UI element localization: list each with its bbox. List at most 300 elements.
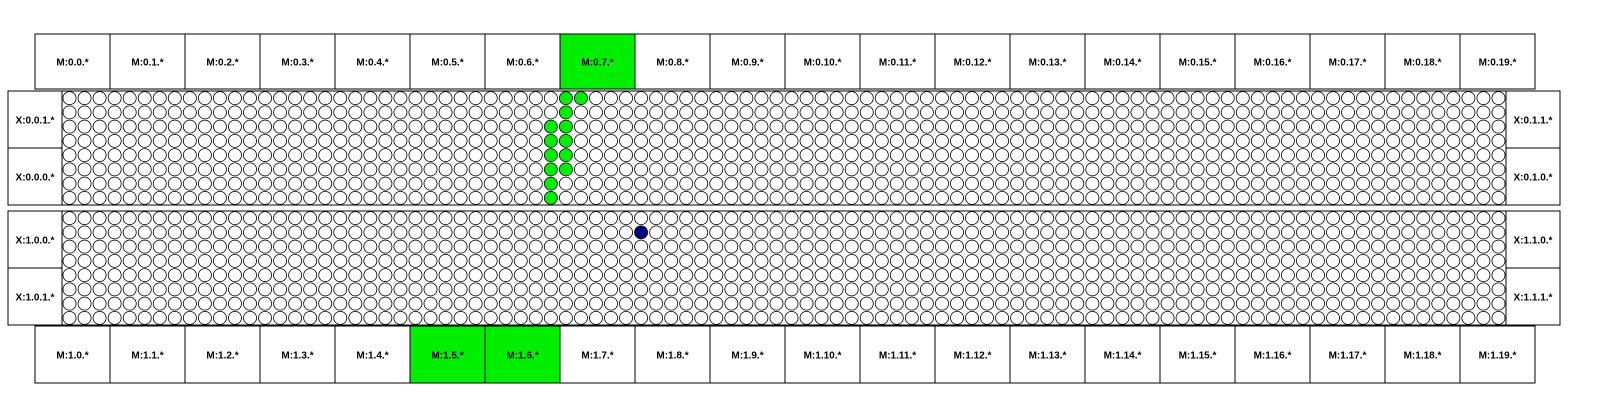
grid-node (1221, 134, 1234, 147)
grid-node (1056, 226, 1069, 239)
grid-node (1342, 191, 1355, 204)
grid-node (1236, 212, 1249, 225)
grid-node (1387, 254, 1400, 267)
grid-node (981, 149, 994, 162)
grid-node (364, 283, 377, 296)
grid-node (1342, 269, 1355, 282)
grid-node (334, 177, 347, 190)
memory-cell-label: M:0.17.* (1328, 57, 1367, 69)
grid-node (499, 254, 512, 267)
grid-node (499, 269, 512, 282)
grid-node (409, 92, 422, 105)
grid-node (875, 134, 888, 147)
bottom-memory-bank (35, 326, 1535, 383)
grid-node (1447, 240, 1460, 253)
grid-node (770, 106, 783, 119)
grid-node (1131, 226, 1144, 239)
grid-node (680, 163, 693, 176)
grid-node (274, 212, 287, 225)
grid-node (1071, 120, 1084, 133)
grid-node (1492, 177, 1505, 190)
grid-node (695, 212, 708, 225)
grid-node (1116, 297, 1129, 310)
grid-node (63, 226, 76, 239)
grid-node (1131, 212, 1144, 225)
grid-node (1116, 226, 1129, 239)
grid-node (1477, 226, 1490, 239)
grid-node (424, 191, 437, 204)
grid-node (123, 311, 136, 324)
memory-cell-M-1-19 (1460, 326, 1535, 383)
grid-node (304, 177, 317, 190)
grid-node (304, 226, 317, 239)
grid-node (1131, 254, 1144, 267)
grid-node (1477, 269, 1490, 282)
grid-node (213, 226, 226, 239)
grid-node (1432, 297, 1445, 310)
grid-node (935, 283, 948, 296)
memory-cell-label: M:1.13.* (1028, 350, 1067, 362)
grid-node (183, 212, 196, 225)
highlighted-node (559, 120, 572, 133)
grid-node (1236, 120, 1249, 133)
grid-node (168, 134, 181, 147)
grid-node (1101, 134, 1114, 147)
grid-node (484, 283, 497, 296)
grid-node (1462, 149, 1475, 162)
grid-node (213, 106, 226, 119)
grid-node (920, 191, 933, 204)
grid-node (1011, 297, 1024, 310)
grid-node (1447, 269, 1460, 282)
grid-node (78, 254, 91, 267)
grid-node (755, 226, 768, 239)
grid-node (1477, 120, 1490, 133)
grid-node (875, 106, 888, 119)
grid-node (243, 149, 256, 162)
grid-node (1221, 240, 1234, 253)
grid-node (334, 226, 347, 239)
grid-node (604, 283, 617, 296)
grid-node (1161, 120, 1174, 133)
grid-node (665, 149, 678, 162)
grid-node (559, 191, 572, 204)
grid-node (1402, 120, 1415, 133)
grid-node (1447, 177, 1460, 190)
grid-node (1281, 134, 1294, 147)
grid-node (635, 269, 648, 282)
grid-node (1236, 177, 1249, 190)
grid-node (259, 226, 272, 239)
grid-node (965, 177, 978, 190)
grid-node (454, 254, 467, 267)
grid-node (935, 163, 948, 176)
grid-node (1266, 212, 1279, 225)
highlighted-node (544, 163, 557, 176)
grid-node (650, 226, 663, 239)
grid-node (845, 149, 858, 162)
grid-node (1492, 311, 1505, 324)
grid-node (123, 92, 136, 105)
grid-node (785, 149, 798, 162)
grid-node (1221, 120, 1234, 133)
grid-node (1311, 240, 1324, 253)
grid-node (695, 240, 708, 253)
grid-node (620, 191, 633, 204)
grid-node (424, 149, 437, 162)
grid-node (1056, 106, 1069, 119)
grid-node (860, 269, 873, 282)
grid-node (138, 226, 151, 239)
grid-node (996, 269, 1009, 282)
grid-node (1402, 254, 1415, 267)
grid-node (1086, 269, 1099, 282)
grid-node (800, 120, 813, 133)
grid-node (334, 254, 347, 267)
grid-node (920, 120, 933, 133)
grid-node (830, 212, 843, 225)
grid-node (574, 120, 587, 133)
grid-node (228, 163, 241, 176)
grid-node (454, 106, 467, 119)
grid-node (259, 106, 272, 119)
grid-node (1326, 191, 1339, 204)
grid-node (1462, 120, 1475, 133)
grid-node (620, 92, 633, 105)
grid-node (1056, 269, 1069, 282)
grid-node (108, 297, 121, 310)
crossbar-label-box (8, 268, 62, 325)
grid-node (1387, 149, 1400, 162)
grid-node (63, 163, 76, 176)
grid-node (905, 240, 918, 253)
grid-node (529, 269, 542, 282)
grid-node (830, 254, 843, 267)
grid-node (1236, 149, 1249, 162)
grid-node (710, 92, 723, 105)
memory-cell-label: M:1.9.* (731, 350, 764, 362)
memory-cell-M-1-6 (485, 326, 560, 383)
grid-node (1447, 226, 1460, 239)
grid-node (183, 226, 196, 239)
grid-node (1447, 283, 1460, 296)
grid-node (1056, 283, 1069, 296)
grid-node (1296, 149, 1309, 162)
grid-node (785, 134, 798, 147)
grid-node (319, 92, 332, 105)
grid-node (409, 134, 422, 147)
grid-node (710, 134, 723, 147)
grid-node (935, 120, 948, 133)
grid-node (996, 283, 1009, 296)
grid-node (394, 149, 407, 162)
grid-node (1402, 212, 1415, 225)
grid-node (950, 92, 963, 105)
grid-node (860, 297, 873, 310)
grid-node (935, 311, 948, 324)
grid-node (1206, 120, 1219, 133)
grid-node (875, 283, 888, 296)
grid-node (364, 149, 377, 162)
grid-node (559, 212, 572, 225)
grid-node (499, 240, 512, 253)
grid-node (710, 311, 723, 324)
grid-node (1266, 269, 1279, 282)
grid-node (198, 106, 211, 119)
grid-node (108, 254, 121, 267)
memory-cell-label: M:0.10.* (803, 57, 842, 69)
grid-node (1131, 240, 1144, 253)
marker-node (635, 226, 648, 239)
grid-node (860, 177, 873, 190)
grid-node (153, 149, 166, 162)
grid-node (1462, 240, 1475, 253)
grid-node (274, 163, 287, 176)
grid-node (800, 149, 813, 162)
grid-node (635, 92, 648, 105)
grid-node (108, 134, 121, 147)
grid-node (439, 226, 452, 239)
grid-node (319, 311, 332, 324)
grid-node (1206, 226, 1219, 239)
grid-node (484, 240, 497, 253)
grid-node (228, 226, 241, 239)
grid-node (1161, 134, 1174, 147)
grid-node (755, 149, 768, 162)
grid-node (319, 283, 332, 296)
grid-node (845, 106, 858, 119)
grid-node (1146, 191, 1159, 204)
grid-node (499, 226, 512, 239)
grid-node (1251, 120, 1264, 133)
grid-node (499, 134, 512, 147)
grid-node (213, 92, 226, 105)
grid-node (905, 226, 918, 239)
grid-node (1011, 134, 1024, 147)
grid-node (544, 297, 557, 310)
grid-node (1026, 106, 1039, 119)
grid-node (1447, 191, 1460, 204)
grid-node (710, 254, 723, 267)
grid-node (845, 191, 858, 204)
grid-node (1236, 92, 1249, 105)
grid-node (830, 283, 843, 296)
grid-node (1492, 212, 1505, 225)
grid-node (965, 311, 978, 324)
grid-node (138, 177, 151, 190)
grid-node (529, 311, 542, 324)
grid-node (920, 269, 933, 282)
grid-node (394, 134, 407, 147)
grid-node (138, 311, 151, 324)
grid-node (153, 106, 166, 119)
grid-node (965, 149, 978, 162)
grid-node (1417, 283, 1430, 296)
grid-node (454, 311, 467, 324)
grid-node (1417, 120, 1430, 133)
grid-node (1116, 254, 1129, 267)
grid-node (845, 254, 858, 267)
grid-node (710, 149, 723, 162)
grid-node (950, 134, 963, 147)
grid-node (349, 311, 362, 324)
grid-node (1326, 92, 1339, 105)
grid-node (1477, 311, 1490, 324)
grid-node (1146, 134, 1159, 147)
grid-node (1281, 163, 1294, 176)
grid-node (334, 311, 347, 324)
grid-node (1357, 283, 1370, 296)
memory-cell-M-0-14 (1085, 34, 1160, 89)
grid-node (1191, 120, 1204, 133)
grid-node (274, 92, 287, 105)
grid-node (1266, 240, 1279, 253)
grid-node (1086, 134, 1099, 147)
memory-cell-label: M:0.2.* (206, 57, 239, 69)
grid-node (589, 149, 602, 162)
grid-node (905, 269, 918, 282)
grid-node (1251, 269, 1264, 282)
grid-node (1191, 283, 1204, 296)
grid-node (138, 269, 151, 282)
memory-cell-label: M:0.18.* (1403, 57, 1442, 69)
grid-node (1462, 92, 1475, 105)
grid-node (1056, 297, 1069, 310)
panel-frame (8, 211, 1560, 325)
grid-node (514, 240, 527, 253)
grid-node (93, 191, 106, 204)
grid-node (364, 240, 377, 253)
grid-node (168, 240, 181, 253)
grid-node (1417, 269, 1430, 282)
grid-node (1266, 134, 1279, 147)
grid-node (875, 240, 888, 253)
grid-node (243, 269, 256, 282)
grid-node (93, 269, 106, 282)
grid-node (259, 163, 272, 176)
grid-node (680, 226, 693, 239)
grid-node (78, 283, 91, 296)
highlighted-node (559, 106, 572, 119)
crossbar-label: X:0.0.0.* (15, 172, 55, 184)
grid-node (454, 120, 467, 133)
grid-node (1206, 240, 1219, 253)
crossbar-label-box (8, 91, 62, 148)
grid-node (695, 163, 708, 176)
grid-node (334, 120, 347, 133)
grid-node (514, 120, 527, 133)
grid-node (304, 212, 317, 225)
grid-node (1041, 149, 1054, 162)
grid-node (815, 149, 828, 162)
grid-node (1206, 134, 1219, 147)
memory-cell-M-0-17 (1310, 34, 1385, 89)
grid-node (650, 297, 663, 310)
grid-node (680, 212, 693, 225)
grid-node (1462, 191, 1475, 204)
memory-cell-label: M:1.5.* (431, 350, 464, 362)
grid-node (800, 254, 813, 267)
grid-node (1402, 311, 1415, 324)
grid-node (319, 177, 332, 190)
grid-node (304, 240, 317, 253)
grid-node (725, 163, 738, 176)
grid-node (1191, 149, 1204, 162)
grid-node (1311, 297, 1324, 310)
grid-node (800, 311, 813, 324)
grid-node (1101, 226, 1114, 239)
grid-node (965, 191, 978, 204)
grid-node (289, 226, 302, 239)
grid-node (920, 311, 933, 324)
grid-node (755, 134, 768, 147)
grid-node (1086, 92, 1099, 105)
grid-node (1026, 240, 1039, 253)
grid-node (1417, 240, 1430, 253)
grid-node (1387, 92, 1400, 105)
grid-node (514, 106, 527, 119)
grid-node (349, 191, 362, 204)
grid-node (289, 254, 302, 267)
grid-node (574, 149, 587, 162)
memory-cell-M-0-10 (785, 34, 860, 89)
grid-node (424, 163, 437, 176)
grid-node (665, 191, 678, 204)
memory-cell-M-1-8 (635, 326, 710, 383)
grid-node (1387, 191, 1400, 204)
grid-node (379, 226, 392, 239)
grid-node (935, 297, 948, 310)
grid-node (1071, 212, 1084, 225)
grid-node (1417, 212, 1430, 225)
grid-node (123, 254, 136, 267)
grid-node (349, 212, 362, 225)
grid-node (770, 177, 783, 190)
grid-node (454, 177, 467, 190)
grid-node (274, 297, 287, 310)
grid-node (379, 177, 392, 190)
grid-node (559, 240, 572, 253)
grid-node (815, 177, 828, 190)
memory-cell-M-1-10 (785, 326, 860, 383)
grid-node (1191, 311, 1204, 324)
grid-node (499, 149, 512, 162)
grid-node (785, 120, 798, 133)
grid-node (334, 269, 347, 282)
grid-node (996, 106, 1009, 119)
grid-node (650, 163, 663, 176)
grid-node (1236, 283, 1249, 296)
node-panels (8, 91, 1560, 325)
grid-node (1417, 149, 1430, 162)
grid-node (1357, 269, 1370, 282)
grid-node (1387, 240, 1400, 253)
grid-node (183, 149, 196, 162)
grid-node (424, 297, 437, 310)
grid-node (1251, 149, 1264, 162)
grid-node (830, 106, 843, 119)
grid-node (1296, 92, 1309, 105)
grid-node (1281, 191, 1294, 204)
grid-node (1326, 177, 1339, 190)
grid-node (243, 226, 256, 239)
grid-node (1191, 297, 1204, 310)
grid-node (935, 177, 948, 190)
grid-node (830, 120, 843, 133)
grid-node (996, 92, 1009, 105)
grid-node (620, 254, 633, 267)
grid-node (1477, 297, 1490, 310)
